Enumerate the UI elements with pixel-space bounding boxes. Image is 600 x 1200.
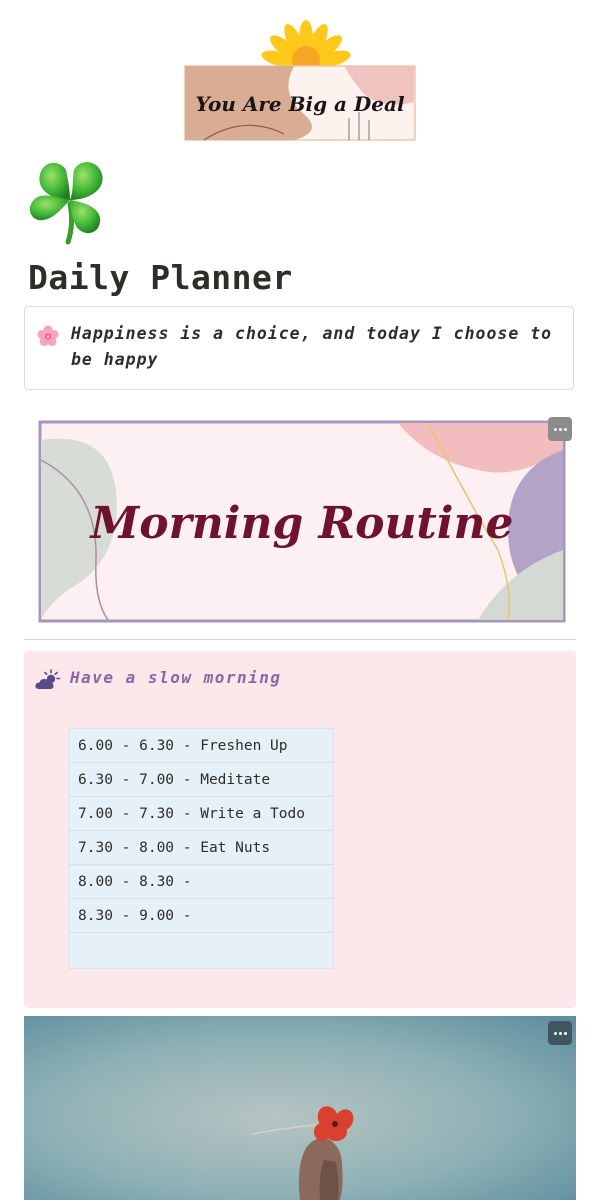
sun-behind-cloud-icon[interactable] bbox=[35, 669, 61, 691]
more-options-icon bbox=[554, 428, 567, 431]
schedule-table bbox=[68, 728, 334, 969]
banner-more-button[interactable] bbox=[548, 417, 572, 441]
divider bbox=[24, 639, 576, 640]
cherry-blossom-icon[interactable] bbox=[37, 325, 59, 347]
schedule-row[interactable]: 8.30 - 9.00 - bbox=[69, 899, 333, 933]
page-title: Daily Planner bbox=[28, 258, 293, 297]
schedule-row[interactable]: 6.30 - 7.00 - Meditate bbox=[69, 763, 333, 797]
header-banner-image bbox=[184, 14, 416, 142]
photo-more-button[interactable] bbox=[548, 1021, 572, 1045]
schedule-row[interactable]: 7.00 - 7.30 - Write a Todo bbox=[69, 797, 333, 831]
routine-callout bbox=[24, 651, 576, 1008]
more-options-icon bbox=[554, 1032, 567, 1035]
routine-title: Have a slow morning bbox=[70, 668, 282, 687]
morning-banner-text: Morning Routine bbox=[90, 498, 514, 549]
quote-callout bbox=[24, 306, 574, 390]
schedule-row[interactable] bbox=[69, 933, 333, 968]
schedule-row[interactable]: 7.30 - 8.00 - Eat Nuts bbox=[69, 831, 333, 865]
header-banner-text: You Are Big a Deal bbox=[195, 92, 405, 116]
shamrock-icon[interactable] bbox=[22, 150, 118, 246]
schedule-row[interactable]: 6.00 - 6.30 - Freshen Up bbox=[69, 729, 333, 763]
quote-text: Happiness is a choice, and today I choose to be happy bbox=[71, 324, 553, 369]
flower-hand-photo bbox=[24, 1016, 576, 1200]
schedule-row[interactable]: 8.00 - 8.30 - bbox=[69, 865, 333, 899]
morning-routine-banner-image bbox=[38, 420, 566, 623]
